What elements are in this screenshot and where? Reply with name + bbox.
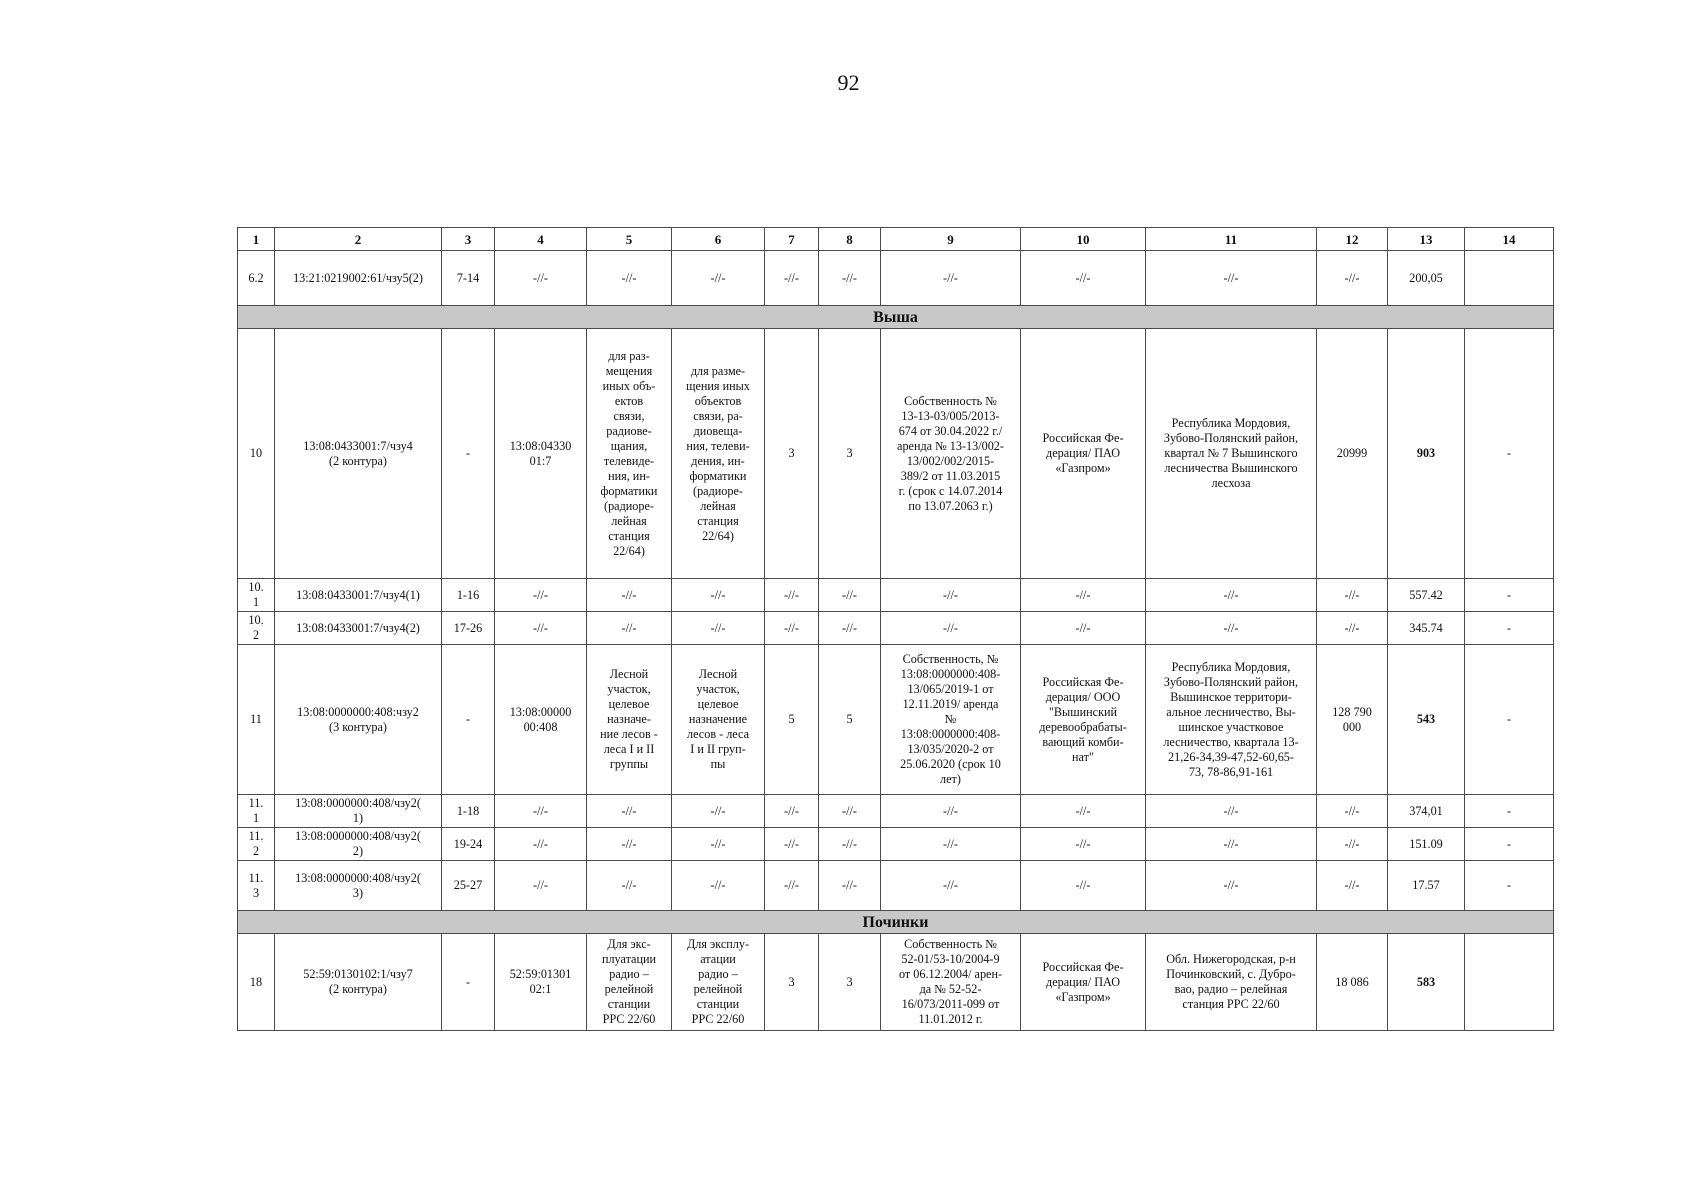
cell-area-total: -//- (1317, 828, 1388, 861)
column-header-8: 8 (819, 228, 881, 251)
cell-num: 11. 3 (238, 861, 275, 911)
cell-permitted-use: для раз- мещения иных объ- ектов связи, радиове- щания, телевиде- ния, ин- форматики (радиоре- лейная станция 22/64) (587, 329, 672, 579)
cell-area: 557.42 (1388, 579, 1465, 612)
cell-owner: -//- (1021, 795, 1146, 828)
cell-note: - (1465, 329, 1554, 579)
cell-cadastral-number: 13:08:0000000:408/чзу2( 3) (275, 861, 442, 911)
cell-area-total: 20999 (1317, 329, 1388, 579)
cell-rights: -//- (881, 861, 1021, 911)
cell-category-a: -//- (765, 828, 819, 861)
cell-area: 345.74 (1388, 612, 1465, 645)
cell-category-a: -//- (765, 795, 819, 828)
cell-note: - (1465, 795, 1554, 828)
cell-category-b: -//- (819, 861, 881, 911)
cell-contour-points: 19-24 (442, 828, 495, 861)
column-header-12: 12 (1317, 228, 1388, 251)
cell-permitted-use: -//- (587, 251, 672, 306)
cell-rights: -//- (881, 795, 1021, 828)
column-header-10: 10 (1021, 228, 1146, 251)
cell-purpose: -//- (672, 251, 765, 306)
cell-area-total: 18 086 (1317, 934, 1388, 1031)
cell-num: 6.2 (238, 251, 275, 306)
cell-cadastral-number: 13:08:0433001:7/чзу4(1) (275, 579, 442, 612)
column-header-2: 2 (275, 228, 442, 251)
cell-parent-plot: -//- (495, 861, 587, 911)
cell-category-b: -//- (819, 828, 881, 861)
cell-purpose: -//- (672, 579, 765, 612)
cell-rights: Собственность № 52-01/53-10/2004-9 от 06.12.2004/ арен- да № 52-52- 16/073/2011-099 от 11.01.2012 г. (881, 934, 1021, 1031)
cell-permitted-use: Лесной участок, целевое назначе- ние лесов - леса I и II группы (587, 645, 672, 795)
cell-area: 583 (1388, 934, 1465, 1031)
cell-address: Республика Мордовия, Зубово-Полянский район, квартал № 7 Вышинского лесничества Вышинского лесхоза (1146, 329, 1317, 579)
cell-category-b: -//- (819, 795, 881, 828)
column-header-13: 13 (1388, 228, 1465, 251)
cell-contour-points: 1-18 (442, 795, 495, 828)
cell-num: 10. 2 (238, 612, 275, 645)
table-row (238, 934, 1554, 1031)
cell-owner: -//- (1021, 861, 1146, 911)
cell-category-a: 5 (765, 645, 819, 795)
cell-parent-plot: -//- (495, 612, 587, 645)
cell-contour-points: 1-16 (442, 579, 495, 612)
cell-contour-points: - (442, 645, 495, 795)
cell-cadastral-number: 13:08:0000000:408:чзу2 (3 контура) (275, 645, 442, 795)
cell-rights: -//- (881, 828, 1021, 861)
cell-category-a: 3 (765, 329, 819, 579)
cell-note (1465, 934, 1554, 1031)
cell-contour-points: 7-14 (442, 251, 495, 306)
cell-contour-points: 17-26 (442, 612, 495, 645)
cell-area-total: -//- (1317, 795, 1388, 828)
cell-rights: -//- (881, 612, 1021, 645)
column-header-7: 7 (765, 228, 819, 251)
cell-num: 11 (238, 645, 275, 795)
cell-owner: -//- (1021, 612, 1146, 645)
cell-parent-plot: -//- (495, 579, 587, 612)
column-number-header-row (238, 228, 1554, 251)
cell-rights: Собственность № 13-13-03/005/2013- 674 от 30.04.2022 г./ аренда № 13-13/002- 13/002/002/2015- 389/2 от 11.03.2015 г. (срок с 14.07.2014 по 13.07.2063 г.) (881, 329, 1021, 579)
cell-cadastral-number: 52:59:0130102:1/чзу7 (2 контура) (275, 934, 442, 1031)
column-header-5: 5 (587, 228, 672, 251)
cell-note: - (1465, 861, 1554, 911)
cell-address: -//- (1146, 795, 1317, 828)
land-plot-register-table (237, 227, 1554, 1031)
cell-owner: Российская Фе- дерация/ ПАО «Газпром» (1021, 329, 1146, 579)
cell-area-total: -//- (1317, 861, 1388, 911)
cell-category-a: 3 (765, 934, 819, 1031)
cell-parent-plot: -//- (495, 828, 587, 861)
cell-purpose: -//- (672, 612, 765, 645)
cell-note: - (1465, 645, 1554, 795)
cell-category-a: -//- (765, 251, 819, 306)
cell-owner: -//- (1021, 828, 1146, 861)
cell-purpose: -//- (672, 861, 765, 911)
cell-num: 10 (238, 329, 275, 579)
cell-parent-plot: 52:59:01301 02:1 (495, 934, 587, 1031)
cell-address: Обл. Нижегородская, р-н Починковский, с. Дубро- вао, радио – релейная станция РРС 22/60 (1146, 934, 1317, 1031)
cell-purpose: Для эксплу- атации радио – релейной станции РРС 22/60 (672, 934, 765, 1031)
cell-permitted-use: Для экс- плуатации радио – релейной станции РРС 22/60 (587, 934, 672, 1031)
column-header-3: 3 (442, 228, 495, 251)
cell-parent-plot: 13:08:04330 01:7 (495, 329, 587, 579)
cell-note (1465, 251, 1554, 306)
cell-category-b: -//- (819, 251, 881, 306)
column-header-9: 9 (881, 228, 1021, 251)
cell-permitted-use: -//- (587, 861, 672, 911)
cell-category-a: -//- (765, 612, 819, 645)
cell-category-b: 5 (819, 645, 881, 795)
cell-category-b: 3 (819, 329, 881, 579)
cell-owner: Российская Фе- дерация/ ООО "Вышинский деревообрабаты- вающий комби- нат" (1021, 645, 1146, 795)
column-header-6: 6 (672, 228, 765, 251)
cell-rights: -//- (881, 251, 1021, 306)
cell-area: 543 (1388, 645, 1465, 795)
table-row (238, 861, 1554, 911)
cell-permitted-use: -//- (587, 579, 672, 612)
column-header-4: 4 (495, 228, 587, 251)
cell-area: 200,05 (1388, 251, 1465, 306)
section-row-pochinki (238, 911, 1554, 934)
cell-area-total: -//- (1317, 251, 1388, 306)
cell-cadastral-number: 13:21:0219002:61/чзу5(2) (275, 251, 442, 306)
table-row (238, 251, 1554, 306)
table-row (238, 828, 1554, 861)
cell-address: -//- (1146, 251, 1317, 306)
section-row-vysha (238, 306, 1554, 329)
cell-area: 151.09 (1388, 828, 1465, 861)
cell-purpose: -//- (672, 795, 765, 828)
cell-owner: -//- (1021, 579, 1146, 612)
cell-cadastral-number: 13:08:0000000:408/чзу2( 2) (275, 828, 442, 861)
column-header-14: 14 (1465, 228, 1554, 251)
section-title: Починки (238, 911, 1554, 934)
cell-cadastral-number: 13:08:0000000:408/чзу2( 1) (275, 795, 442, 828)
cell-owner: Российская Фе- дерация/ ПАО «Газпром» (1021, 934, 1146, 1031)
cell-num: 18 (238, 934, 275, 1031)
cell-area: 903 (1388, 329, 1465, 579)
cell-cadastral-number: 13:08:0433001:7/чзу4(2) (275, 612, 442, 645)
cell-category-a: -//- (765, 861, 819, 911)
cell-address: -//- (1146, 861, 1317, 911)
table-row (238, 329, 1554, 579)
column-header-11: 11 (1146, 228, 1317, 251)
cell-num: 11. 2 (238, 828, 275, 861)
table-row (238, 579, 1554, 612)
cell-num: 10. 1 (238, 579, 275, 612)
cell-address: -//- (1146, 579, 1317, 612)
cell-address: Республика Мордовия, Зубово-Полянский район, Вышинское территори- альное лесничество, Вы- шинское участковое лесничество, квартала 13- 21,26-34,39-47,52-60,65- 73, 78-86,91-161 (1146, 645, 1317, 795)
cell-address: -//- (1146, 828, 1317, 861)
cell-num: 11. 1 (238, 795, 275, 828)
cell-purpose: -//- (672, 828, 765, 861)
cell-permitted-use: -//- (587, 795, 672, 828)
cell-parent-plot: 13:08:00000 00:408 (495, 645, 587, 795)
cell-note: - (1465, 612, 1554, 645)
column-header-1: 1 (238, 228, 275, 251)
cell-permitted-use: -//- (587, 828, 672, 861)
cell-area-total: 128 790 000 (1317, 645, 1388, 795)
cell-parent-plot: -//- (495, 795, 587, 828)
cell-address: -//- (1146, 612, 1317, 645)
cell-rights: Собственность, № 13:08:0000000:408- 13/065/2019-1 от 12.11.2019/ аренда № 13:08:0000000:408- 13/035/2020-2 от 25.06.2020 (срок 10 лет) (881, 645, 1021, 795)
table-row (238, 645, 1554, 795)
cell-contour-points: - (442, 329, 495, 579)
cell-owner: -//- (1021, 251, 1146, 306)
cell-purpose: Лесной участок, целевое назначение лесов - леса I и II груп- пы (672, 645, 765, 795)
cell-parent-plot: -//- (495, 251, 587, 306)
cell-category-b: -//- (819, 579, 881, 612)
cell-cadastral-number: 13:08:0433001:7/чзу4 (2 контура) (275, 329, 442, 579)
cell-note: - (1465, 828, 1554, 861)
table-row (238, 795, 1554, 828)
cell-contour-points: - (442, 934, 495, 1031)
cell-permitted-use: -//- (587, 612, 672, 645)
cell-category-a: -//- (765, 579, 819, 612)
cell-area: 17.57 (1388, 861, 1465, 911)
cell-area: 374,01 (1388, 795, 1465, 828)
cell-contour-points: 25-27 (442, 861, 495, 911)
page-number: 92 (837, 70, 860, 95)
cell-note: - (1465, 579, 1554, 612)
cell-category-b: -//- (819, 612, 881, 645)
cell-area-total: -//- (1317, 579, 1388, 612)
table-row (238, 612, 1554, 645)
cell-category-b: 3 (819, 934, 881, 1031)
cell-area-total: -//- (1317, 612, 1388, 645)
cell-purpose: для разме- щения иных объектов связи, ра- диовеща- ния, телеви- дения, ин- форматики (радиоре- лейная станция 22/64) (672, 329, 765, 579)
cell-rights: -//- (881, 579, 1021, 612)
section-title: Выша (238, 306, 1554, 329)
